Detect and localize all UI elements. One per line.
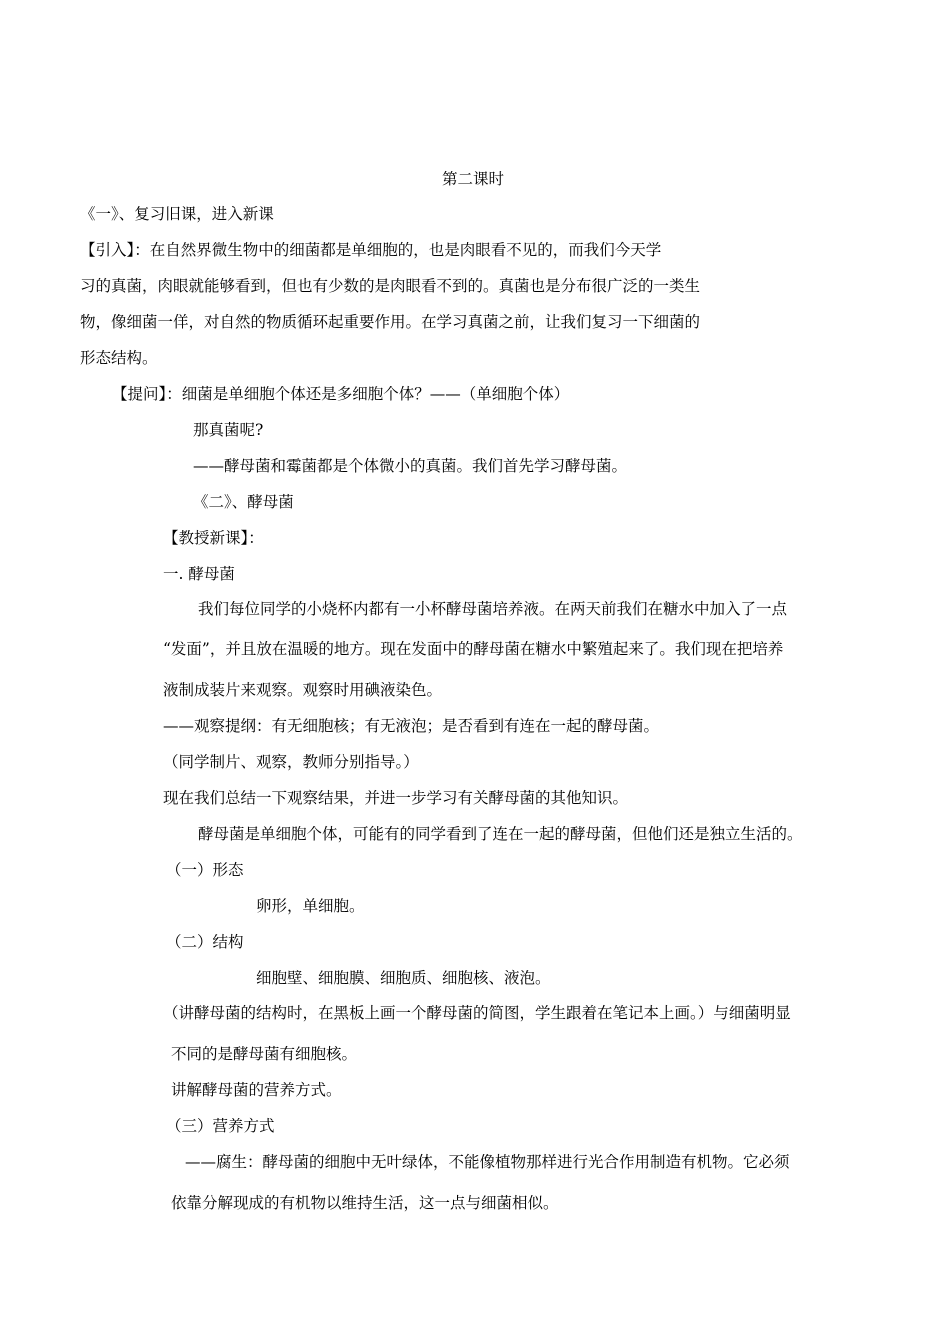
structure-description: 细胞壁、细胞膜、细胞质、细胞核、液泡。 [256, 969, 551, 987]
subheading-form: （一）形态 [166, 861, 244, 879]
intro-line-2: 习的真菌，肉眼就能够看到，但也有少数的是肉眼看不到的。真菌也是分布很广泛的一类生 [80, 277, 701, 295]
lesson-paragraph-line-2: “发面”，并且放在温暖的地方。现在发面中的酵母菌在糖水中繁殖起来了。我们现在把培养 [163, 640, 784, 658]
section-heading-review: 《一》、复习旧课，进入新课 [80, 205, 274, 223]
nutrition-line-1: ——腐生：酵母菌的细胞中无叶绿体，不能像植物那样进行光合作用制造有机物。它必须 [185, 1153, 790, 1171]
lesson-title: 第二课时 [442, 170, 505, 188]
question-line: 【提问】：细菌是单细胞个体还是多细胞个体？——（单细胞个体） [112, 385, 570, 403]
question-followup: 那真菌呢? [193, 421, 264, 439]
observation-outline: ——观察提纲：有无细胞核；有无液泡；是否看到有连在一起的酵母菌。 [163, 717, 660, 735]
topic-heading-yeast: 一. 酵母菌 [163, 565, 235, 583]
intro-line-3: 物，像细菌一佯，对自然的物质循环起重要作用。在学习真菌之前，让我们复习一下细菌的 [80, 313, 701, 331]
lesson-paragraph-line-1: 我们每位同学的小烧杯内都有一小杯酵母菌培养液。在两天前我们在糖水中加入了一点 [198, 600, 788, 618]
question-answer: ——酵母菌和霉菌都是个体微小的真菌。我们首先学习酵母菌。 [193, 457, 628, 475]
nutrition-intro: 讲解酵母菌的营养方式。 [171, 1081, 342, 1099]
intro-line-1: 【引入】：在自然界微生物中的细菌都是单细胞的，也是肉眼看不见的，而我们今天学 [80, 241, 662, 259]
summary-intro: 现在我们总结一下观察结果，并进一步学习有关酵母菌的其他知识。 [163, 789, 629, 807]
section-heading-yeast: 《二》、酵母菌 [193, 493, 294, 511]
intro-line-4: 形态结构。 [80, 349, 158, 367]
form-description: 卵形，单细胞。 [256, 897, 365, 915]
lesson-paragraph-line-3: 液制成装片来观察。观察时用碘液染色。 [163, 681, 443, 699]
nutrition-line-2: 依靠分解现成的有机物以维持生活，这一点与细菌相似。 [171, 1194, 559, 1212]
subheading-nutrition: （三）营养方式 [166, 1117, 275, 1135]
yeast-summary: 酵母菌是单细胞个体，可能有的同学看到了连在一起的酵母菌，但他们还是独立生活的。 [198, 825, 803, 843]
subheading-structure: （二）结构 [166, 933, 244, 951]
lab-note: （同学制片、观察，教师分别指导。） [163, 753, 419, 771]
structure-note-line-2: 不同的是酵母菌有细胞核。 [171, 1045, 358, 1063]
structure-note-line-1: （讲酵母菌的结构时，在黑板上画一个酵母菌的简图，学生跟着在笔记本上画。）与细菌明显 [163, 1004, 791, 1022]
new-lesson-heading: 【教授新课】： [163, 529, 264, 547]
